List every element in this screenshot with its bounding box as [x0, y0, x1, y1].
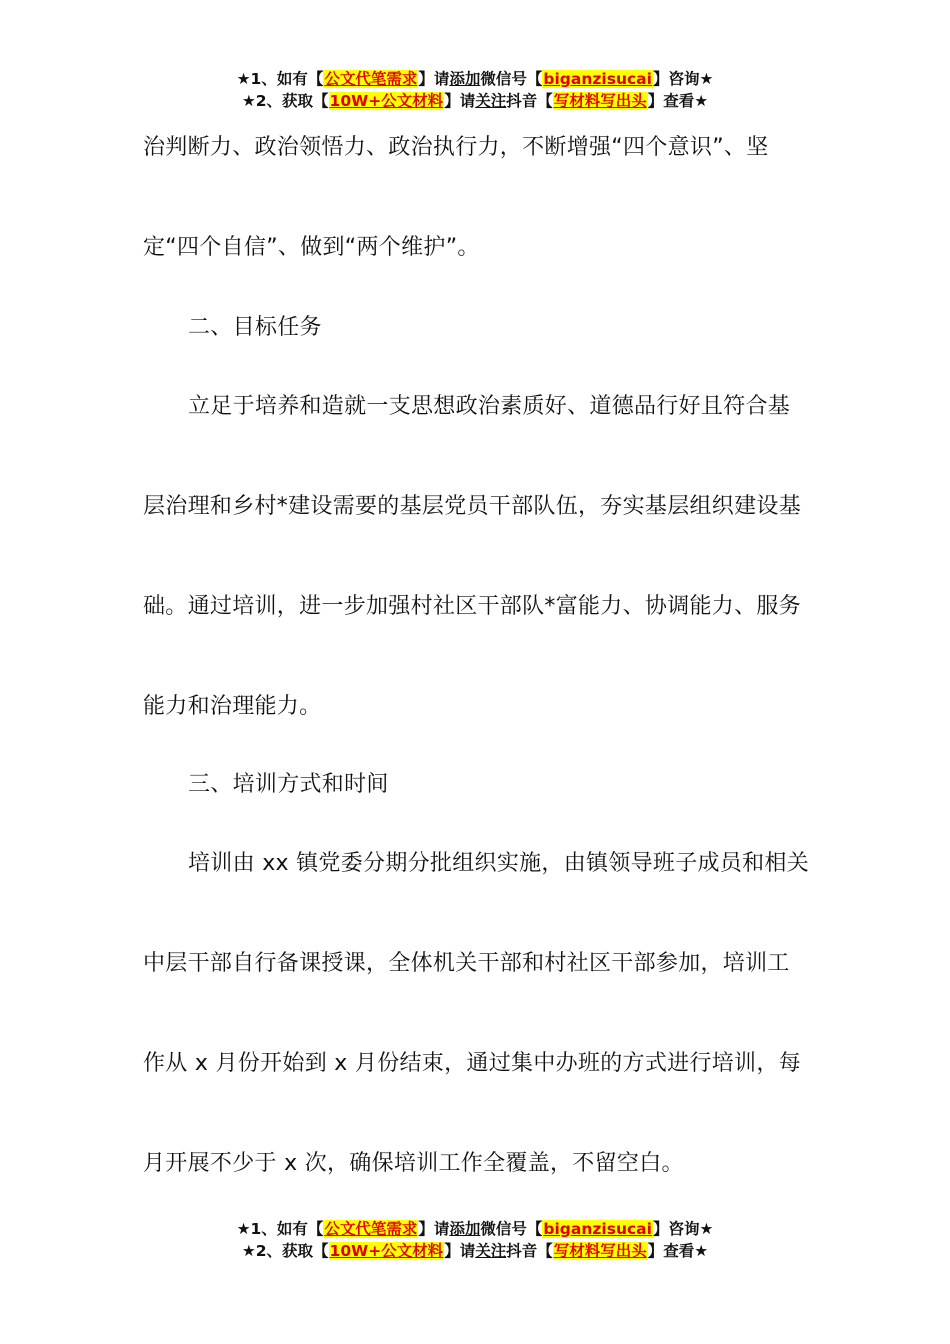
paragraph-line: 中层干部自行备课授课，全体机关干部和村社区干部参加，培训工 [143, 951, 790, 976]
banner-text: 】请 [444, 92, 476, 110]
banner-line-2 [0, 1240, 950, 1262]
highlight-service: 公文代笔需求 [324, 70, 418, 88]
banner-text: 】咨询★ [652, 70, 714, 88]
underlined-text: 关注 [475, 1242, 507, 1260]
paragraph-line: 立足于培养和造就一支思想政治素质好、道德品行好且符合基 [188, 394, 791, 419]
highlight-wechat-id: biganzisucai [543, 70, 652, 88]
underlined-text: 添加 [449, 70, 481, 88]
paragraph-line: 月开展不少于 x 次，确保培训工作全覆盖，不留空白。 [143, 1151, 684, 1176]
banner-text: 】查看★ [647, 92, 709, 110]
banner-line-1 [0, 68, 950, 90]
banner-text: 】请 [444, 1242, 476, 1260]
highlight-douyin: 写材料写出头 [553, 1242, 647, 1260]
paragraph-line: 能力和治理能力。 [143, 694, 322, 719]
underlined-text: 关注 [475, 92, 507, 110]
banner-line-1 [0, 1218, 950, 1240]
paragraph-line: 础。通过培训，进一步加强村社区干部队*富能力、协调能力、服务 [143, 594, 802, 619]
banner-text: 】咨询★ [652, 1220, 714, 1238]
banner-text: 微信号【 [480, 1220, 543, 1238]
highlight-service: 公文代笔需求 [324, 1220, 418, 1238]
paragraph-line: 定“四个自信”、做到“两个维护”。 [143, 235, 480, 260]
banner-text: 抖音【 [506, 1242, 553, 1260]
highlight-douyin: 写材料写出头 [553, 92, 647, 110]
bottom-banner [0, 1218, 950, 1262]
section-heading-goals: 二、目标任务 [188, 315, 322, 340]
banner-line-2 [0, 90, 950, 112]
paragraph-line: 作从 x 月份开始到 x 月份结束，通过集中办班的方式进行培训，每 [143, 1051, 801, 1076]
highlight-materials: 10W+公文材料 [329, 92, 444, 110]
banner-text: ★2、获取【 [241, 1242, 329, 1260]
banner-text: 抖音【 [506, 92, 553, 110]
section-heading-training: 三、培训方式和时间 [188, 772, 389, 797]
highlight-materials: 10W+公文材料 [329, 1242, 444, 1260]
highlight-wechat-id: biganzisucai [543, 1220, 652, 1238]
underlined-text: 添加 [449, 1220, 481, 1238]
banner-text: ★1、如有【 [236, 1220, 324, 1238]
banner-text: ★2、获取【 [241, 92, 329, 110]
top-banner [0, 68, 950, 112]
paragraph-line: 培训由 xx 镇党委分期分批组织实施，由镇领导班子成员和相关 [188, 851, 810, 876]
paragraph-line: 治判断力、政治领悟力、政治执行力，不断增强“四个意识”、坚 [143, 135, 769, 160]
banner-text: 】查看★ [647, 1242, 709, 1260]
banner-text: ★1、如有【 [236, 70, 324, 88]
banner-text: 微信号【 [480, 70, 543, 88]
banner-text: 】请 [418, 70, 450, 88]
paragraph-line: 层治理和乡村*建设需要的基层党员干部队伍，夯实基层组织建设基 [143, 494, 802, 519]
banner-text: 】请 [418, 1220, 450, 1238]
